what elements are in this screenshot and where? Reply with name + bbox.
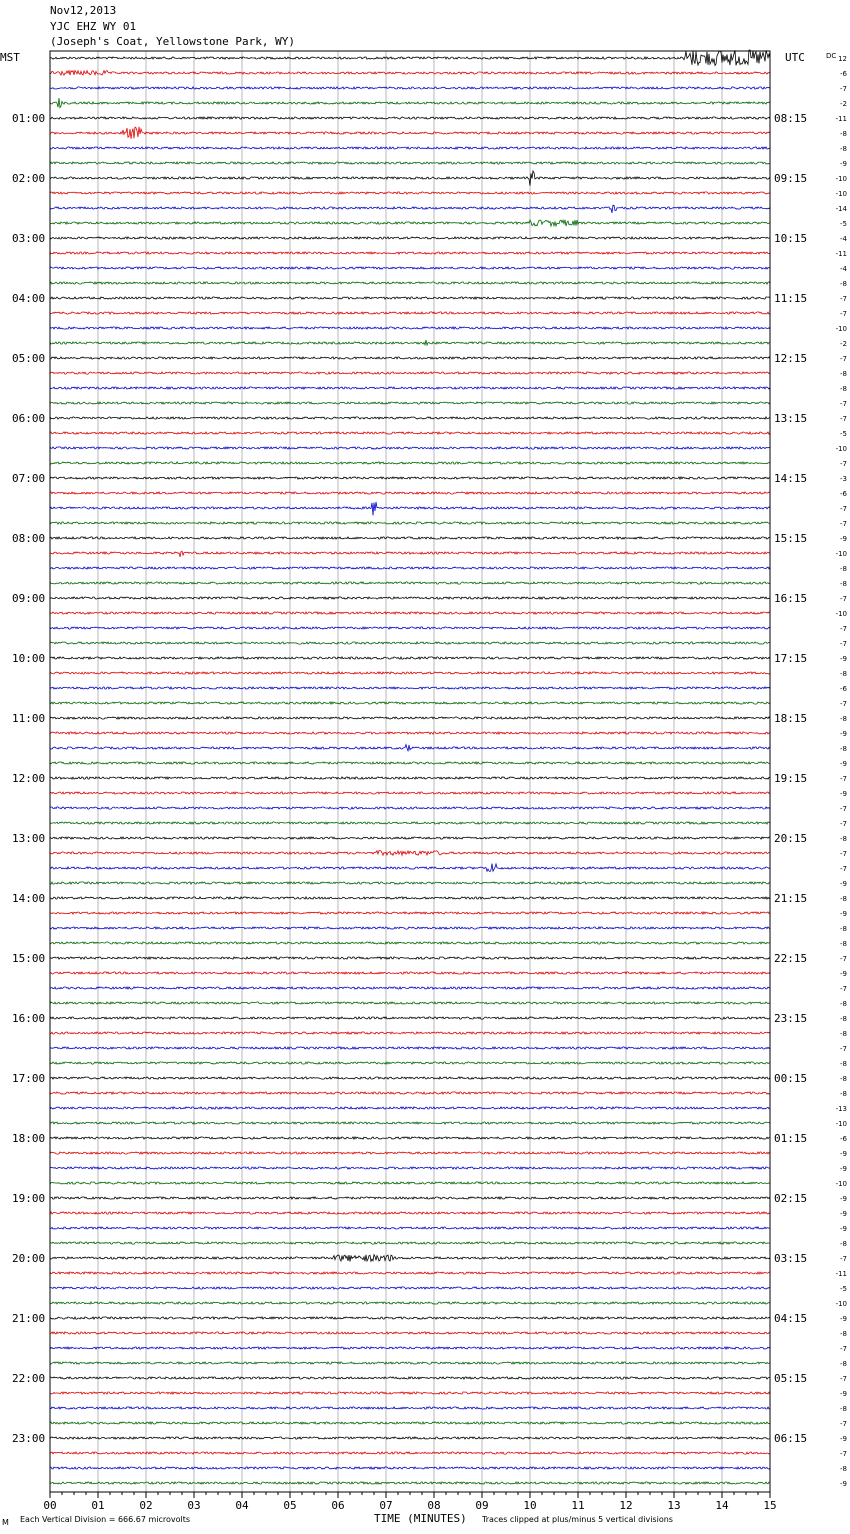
seismic-trace xyxy=(50,432,770,434)
utc-hour-label: 12:15 xyxy=(774,352,808,365)
seismic-trace xyxy=(50,1182,770,1184)
dc-offset-label: -8 xyxy=(840,1240,847,1248)
utc-hour-label: 19:15 xyxy=(774,772,808,785)
dc-offset-label: -9 xyxy=(840,730,847,738)
dc-offset-label: -6 xyxy=(840,1135,847,1143)
dc-offset-label: -7 xyxy=(840,850,847,858)
seismic-trace xyxy=(50,162,770,164)
dc-offset-label: -13 xyxy=(835,1105,847,1113)
seismic-trace xyxy=(50,50,770,66)
dc-offset-label: -7 xyxy=(840,1255,847,1263)
x-tick-label: 08 xyxy=(427,1499,441,1512)
seismic-trace xyxy=(50,492,770,494)
seismic-trace xyxy=(50,282,770,284)
utc-axis-label: UTC xyxy=(785,51,805,64)
seismic-trace xyxy=(50,551,770,557)
x-tick-label: 01 xyxy=(91,1499,105,1512)
dc-offset-label: -3 xyxy=(840,475,847,483)
seismic-trace xyxy=(50,702,770,704)
seismic-trace xyxy=(50,192,770,194)
utc-hour-label: 13:15 xyxy=(774,412,808,425)
dc-offset-label: -6 xyxy=(840,490,847,498)
dc-offset-label: -8 xyxy=(840,1030,847,1038)
utc-hour-label: 17:15 xyxy=(774,652,808,665)
dc-offset-label: -7 xyxy=(840,1420,847,1428)
seismic-trace xyxy=(50,1212,770,1214)
seismic-trace xyxy=(50,1077,770,1079)
mst-hour-label: 21:00 xyxy=(12,1312,46,1325)
dc-offset-label: -8 xyxy=(840,370,847,378)
seismic-trace xyxy=(50,1032,770,1034)
station-location: (Joseph's Coat, Yellowstone Park, WY) xyxy=(50,35,296,48)
seismic-trace xyxy=(50,1362,770,1364)
seismic-trace xyxy=(50,597,770,599)
seismic-trace xyxy=(50,1197,770,1199)
seismic-trace xyxy=(50,912,770,914)
seismic-trace xyxy=(50,837,770,839)
dc-offset-label: -9 xyxy=(840,1165,847,1173)
dc-offset-label: -7 xyxy=(840,355,847,363)
dc-offset-label: -8 xyxy=(840,745,847,753)
seismic-trace xyxy=(50,1287,770,1289)
dc-offset-label: 12 xyxy=(838,55,847,63)
dc-offset-label: -8 xyxy=(840,130,847,138)
dc-offset-label: -8 xyxy=(840,1405,847,1413)
seismic-trace xyxy=(50,267,770,269)
mst-hour-label: 06:00 xyxy=(12,412,46,425)
seismic-trace xyxy=(50,205,770,213)
seismic-trace xyxy=(50,1002,770,1004)
dc-offset-label: -6 xyxy=(840,685,847,693)
dc-offset-label: -8 xyxy=(840,835,847,843)
seismic-trace xyxy=(50,1017,770,1019)
dc-offset-label: -11 xyxy=(835,1270,847,1278)
seismic-trace xyxy=(50,972,770,974)
seismic-trace xyxy=(50,1467,770,1469)
dc-offset-label: -7 xyxy=(840,595,847,603)
x-tick-label: 03 xyxy=(187,1499,201,1512)
mst-hour-label: 18:00 xyxy=(12,1132,46,1145)
seismic-trace xyxy=(50,745,770,751)
dc-offset-label: -8 xyxy=(840,1360,847,1368)
dc-offset-label: -8 xyxy=(840,280,847,288)
seismic-trace xyxy=(50,171,770,186)
x-tick-label: 15 xyxy=(763,1499,777,1512)
dc-offset-label: -7 xyxy=(840,1450,847,1458)
seismic-trace xyxy=(50,792,770,794)
x-tick-label: 04 xyxy=(235,1499,249,1512)
dc-offset-label: -7 xyxy=(840,640,847,648)
dc-offset-label: -8 xyxy=(840,1000,847,1008)
seismic-trace xyxy=(50,147,770,149)
dc-offset-label: -7 xyxy=(840,1375,847,1383)
seismic-trace xyxy=(50,1167,770,1169)
dc-offset-label: -7 xyxy=(840,820,847,828)
seismic-trace xyxy=(50,1377,770,1379)
seismic-trace xyxy=(50,98,770,108)
dc-offset-label: -10 xyxy=(835,1180,847,1188)
dc-offset-label: -9 xyxy=(840,1480,847,1488)
mst-hour-label: 05:00 xyxy=(12,352,46,365)
dc-offset-label: -9 xyxy=(840,970,847,978)
dc-offset-label: -8 xyxy=(840,715,847,723)
seismic-trace xyxy=(50,987,770,989)
seismic-trace xyxy=(50,402,770,404)
utc-hour-label: 05:15 xyxy=(774,1372,808,1385)
x-tick-label: 13 xyxy=(667,1499,681,1512)
seismic-trace xyxy=(50,807,770,809)
seismic-trace xyxy=(50,1092,770,1094)
x-tick-label: 00 xyxy=(43,1499,57,1512)
x-tick-label: 10 xyxy=(523,1499,537,1512)
seismic-trace xyxy=(50,387,770,389)
dc-offset-label: -9 xyxy=(840,910,847,918)
utc-hour-label: 08:15 xyxy=(774,112,808,125)
dc-offset-label: -10 xyxy=(835,190,847,198)
dc-offset-label: -10 xyxy=(835,550,847,558)
seismic-trace xyxy=(50,340,770,345)
seismic-trace xyxy=(50,1272,770,1274)
dc-offset-label: -2 xyxy=(840,100,847,108)
dc-offset-label: -7 xyxy=(840,1345,847,1353)
seismic-trace xyxy=(50,87,770,89)
seismic-trace xyxy=(50,297,770,299)
mst-axis-label: MST xyxy=(0,51,20,64)
plot-frame xyxy=(50,51,770,1492)
dc-offset-label: -10 xyxy=(835,175,847,183)
seismic-trace xyxy=(50,1437,770,1439)
mst-hour-label: 07:00 xyxy=(12,472,46,485)
seismic-trace xyxy=(50,372,770,374)
dc-offset-label: -7 xyxy=(840,1045,847,1053)
dc-offset-label: -10 xyxy=(835,1300,847,1308)
utc-hour-label: 16:15 xyxy=(774,592,808,605)
seismic-trace xyxy=(50,357,770,359)
seismic-trace xyxy=(50,1452,770,1454)
dc-offset-label: -9 xyxy=(840,160,847,168)
mst-hour-label: 17:00 xyxy=(12,1072,46,1085)
vertical-scale-note: Each Vertical Division = 666.67 microvolts xyxy=(20,1515,191,1524)
dc-offset-label: -8 xyxy=(840,565,847,573)
seismic-trace xyxy=(50,864,770,872)
seismic-trace xyxy=(50,717,770,719)
dc-offset-label: -10 xyxy=(835,445,847,453)
dc-offset-label: -6 xyxy=(840,70,847,78)
dc-offset-label: -8 xyxy=(840,925,847,933)
mst-hour-label: 14:00 xyxy=(12,892,46,905)
seismic-trace xyxy=(50,927,770,929)
seismic-trace xyxy=(50,762,770,764)
seismic-trace xyxy=(50,732,770,734)
dc-offset-label: -9 xyxy=(840,535,847,543)
seismic-trace xyxy=(50,1332,770,1334)
seismic-trace xyxy=(50,1302,770,1304)
dc-offset-label: -7 xyxy=(840,295,847,303)
dc-offset-label: -8 xyxy=(840,1075,847,1083)
utc-hour-label: 11:15 xyxy=(774,292,808,305)
dc-offset-label: -9 xyxy=(840,1435,847,1443)
mst-hour-label: 08:00 xyxy=(12,532,46,545)
seismic-trace xyxy=(50,822,770,824)
seismic-trace xyxy=(50,477,770,479)
x-tick-label: 12 xyxy=(619,1499,633,1512)
seismic-trace xyxy=(50,1255,770,1262)
dc-offset-label: -14 xyxy=(835,205,847,213)
utc-hour-label: 06:15 xyxy=(774,1432,808,1445)
dc-offset-label: -9 xyxy=(840,1315,847,1323)
seismic-trace xyxy=(50,851,770,856)
dc-offset-label: -8 xyxy=(840,580,847,588)
seismic-trace xyxy=(50,1407,770,1409)
mst-hour-label: 01:00 xyxy=(12,112,46,125)
seismic-trace xyxy=(50,312,770,314)
dc-offset-label: -11 xyxy=(835,115,847,123)
dc-offset-label: -10 xyxy=(835,610,847,618)
seismic-trace xyxy=(50,1482,770,1484)
dc-offset-label: -8 xyxy=(840,895,847,903)
utc-hour-label: 10:15 xyxy=(774,232,808,245)
seismic-trace xyxy=(50,1242,770,1244)
dc-offset-label: -8 xyxy=(840,1060,847,1068)
dc-offset-label: -9 xyxy=(840,880,847,888)
dc-offset-label: -7 xyxy=(840,505,847,513)
seismic-trace xyxy=(50,327,770,329)
seismic-trace xyxy=(50,1347,770,1349)
x-axis-ticks xyxy=(43,1492,776,1512)
utc-hour-label: 09:15 xyxy=(774,172,808,185)
utc-hour-label: 15:15 xyxy=(774,532,808,545)
dc-offset-label: -7 xyxy=(840,460,847,468)
x-tick-label: 07 xyxy=(379,1499,393,1512)
dc-offset-label: -11 xyxy=(835,250,847,258)
utc-hour-label: 00:15 xyxy=(774,1072,808,1085)
dc-offset-label: -9 xyxy=(840,790,847,798)
dc-offset-label: -8 xyxy=(840,1090,847,1098)
dc-offset-label: -7 xyxy=(840,775,847,783)
dc-offset-labels xyxy=(836,55,848,1488)
dc-offset-label: -7 xyxy=(840,700,847,708)
seismic-trace xyxy=(50,657,770,659)
seismic-trace xyxy=(50,777,770,779)
mst-hour-label: 03:00 xyxy=(12,232,46,245)
mst-hour-label: 15:00 xyxy=(12,952,46,965)
dc-offset-label: -7 xyxy=(840,865,847,873)
seismic-traces xyxy=(50,50,770,1484)
seismic-trace xyxy=(50,882,770,884)
dc-offset-label: -8 xyxy=(840,385,847,393)
seismic-trace xyxy=(50,687,770,689)
utc-hour-label: 21:15 xyxy=(774,892,808,905)
dc-offset-label: -9 xyxy=(840,655,847,663)
mst-hour-label: 19:00 xyxy=(12,1192,46,1205)
mst-hour-label: 12:00 xyxy=(12,772,46,785)
seismic-trace xyxy=(50,252,770,254)
x-tick-label: 05 xyxy=(283,1499,297,1512)
dc-offset-label: -7 xyxy=(840,805,847,813)
seismic-trace xyxy=(50,417,770,419)
dc-offset-label: -7 xyxy=(840,625,847,633)
mst-hour-label: 22:00 xyxy=(12,1372,46,1385)
mst-hour-label: 13:00 xyxy=(12,832,46,845)
seismic-trace xyxy=(50,220,770,226)
mst-hour-label: 04:00 xyxy=(12,292,46,305)
seismic-trace xyxy=(50,117,770,119)
seismic-trace xyxy=(50,237,770,239)
seismic-trace xyxy=(50,1047,770,1049)
dc-offset-label: -8 xyxy=(840,1015,847,1023)
seismic-trace xyxy=(50,957,770,959)
seismic-trace xyxy=(50,447,770,449)
mst-hour-label: 23:00 xyxy=(12,1432,46,1445)
seismic-trace xyxy=(50,127,770,139)
seismic-trace xyxy=(50,71,770,76)
dc-offset-label: -8 xyxy=(840,1465,847,1473)
dc-offset-label: -2 xyxy=(840,340,847,348)
utc-hour-label: 18:15 xyxy=(774,712,808,725)
mst-hour-label: 02:00 xyxy=(12,172,46,185)
seismic-trace xyxy=(50,567,770,569)
seismic-trace xyxy=(50,1422,770,1424)
dc-offset-label: -8 xyxy=(840,1330,847,1338)
dc-offset-label: -7 xyxy=(840,310,847,318)
x-axis-title: TIME (MINUTES) xyxy=(374,1512,467,1525)
dc-offset-label: -9 xyxy=(840,1225,847,1233)
utc-hour-label: 02:15 xyxy=(774,1192,808,1205)
dc-offset-label: -9 xyxy=(840,1150,847,1158)
seismic-trace xyxy=(50,672,770,674)
mst-hour-label: 16:00 xyxy=(12,1012,46,1025)
seismic-trace xyxy=(50,582,770,584)
mst-hour-labels xyxy=(12,112,45,1445)
x-tick-label: 06 xyxy=(331,1499,345,1512)
dc-offset-label: -4 xyxy=(840,265,847,273)
seismic-trace xyxy=(50,1122,770,1124)
utc-hour-label: 03:15 xyxy=(774,1252,808,1265)
dc-offset-label: -7 xyxy=(840,955,847,963)
plot-date: Nov12,2013 xyxy=(50,4,117,17)
x-tick-label: 11 xyxy=(571,1499,585,1512)
seismic-trace xyxy=(50,1227,770,1229)
x-tick-label: 02 xyxy=(139,1499,153,1512)
dc-offset-label: -8 xyxy=(840,145,847,153)
seismic-trace xyxy=(50,522,770,524)
seismic-trace xyxy=(50,1137,770,1139)
dc-offset-label: -10 xyxy=(835,325,847,333)
dc-offset-label: -9 xyxy=(840,760,847,768)
seismic-trace xyxy=(50,1062,770,1064)
x-tick-label: 14 xyxy=(715,1499,729,1512)
seismic-trace xyxy=(50,642,770,644)
utc-hour-label: 20:15 xyxy=(774,832,808,845)
dc-offset-label: -7 xyxy=(840,400,847,408)
dc-offset-label: -8 xyxy=(840,670,847,678)
utc-hour-label: 14:15 xyxy=(774,472,808,485)
dc-offset-label: -5 xyxy=(840,430,847,438)
seismic-trace xyxy=(50,1392,770,1394)
mst-hour-label: 10:00 xyxy=(12,652,46,665)
dc-offset-label: -5 xyxy=(840,220,847,228)
mst-hour-label: 11:00 xyxy=(12,712,46,725)
dc-offset-label: -7 xyxy=(840,415,847,423)
seismic-trace xyxy=(50,1152,770,1154)
dc-offset-label: -9 xyxy=(840,1390,847,1398)
dc-offset-label: -10 xyxy=(835,1120,847,1128)
seismic-trace xyxy=(50,612,770,614)
dc-offset-label: -9 xyxy=(840,1195,847,1203)
seismic-trace xyxy=(50,897,770,899)
dc-column-label: DC xyxy=(826,52,837,60)
mst-hour-label: 09:00 xyxy=(12,592,46,605)
utc-hour-label: 04:15 xyxy=(774,1312,808,1325)
seismic-trace xyxy=(50,1107,770,1109)
utc-hour-labels xyxy=(774,112,807,1445)
dc-offset-label: -5 xyxy=(840,1285,847,1293)
x-tick-label: 09 xyxy=(475,1499,489,1512)
utc-hour-label: 01:15 xyxy=(774,1132,808,1145)
dc-offset-label: -4 xyxy=(840,235,847,243)
dc-offset-label: -7 xyxy=(840,85,847,93)
dc-offset-label: -9 xyxy=(840,1210,847,1218)
utc-hour-label: 23:15 xyxy=(774,1012,808,1025)
dc-offset-label: -7 xyxy=(840,520,847,528)
mst-hour-label: 20:00 xyxy=(12,1252,46,1265)
dc-offset-label: -8 xyxy=(840,940,847,948)
station-code: YJC EHZ WY 01 xyxy=(50,20,137,33)
utc-hour-label: 22:15 xyxy=(774,952,808,965)
footer-mark: M xyxy=(2,1518,9,1527)
seismic-trace xyxy=(50,537,770,539)
seismic-trace xyxy=(50,502,770,515)
seismic-trace xyxy=(50,462,770,464)
clipping-note: Traces clipped at plus/minus 5 vertical divisions xyxy=(482,1515,673,1524)
seismic-trace xyxy=(50,942,770,944)
dc-offset-label: -7 xyxy=(840,985,847,993)
seismic-trace xyxy=(50,627,770,629)
seismic-trace xyxy=(50,1317,770,1319)
